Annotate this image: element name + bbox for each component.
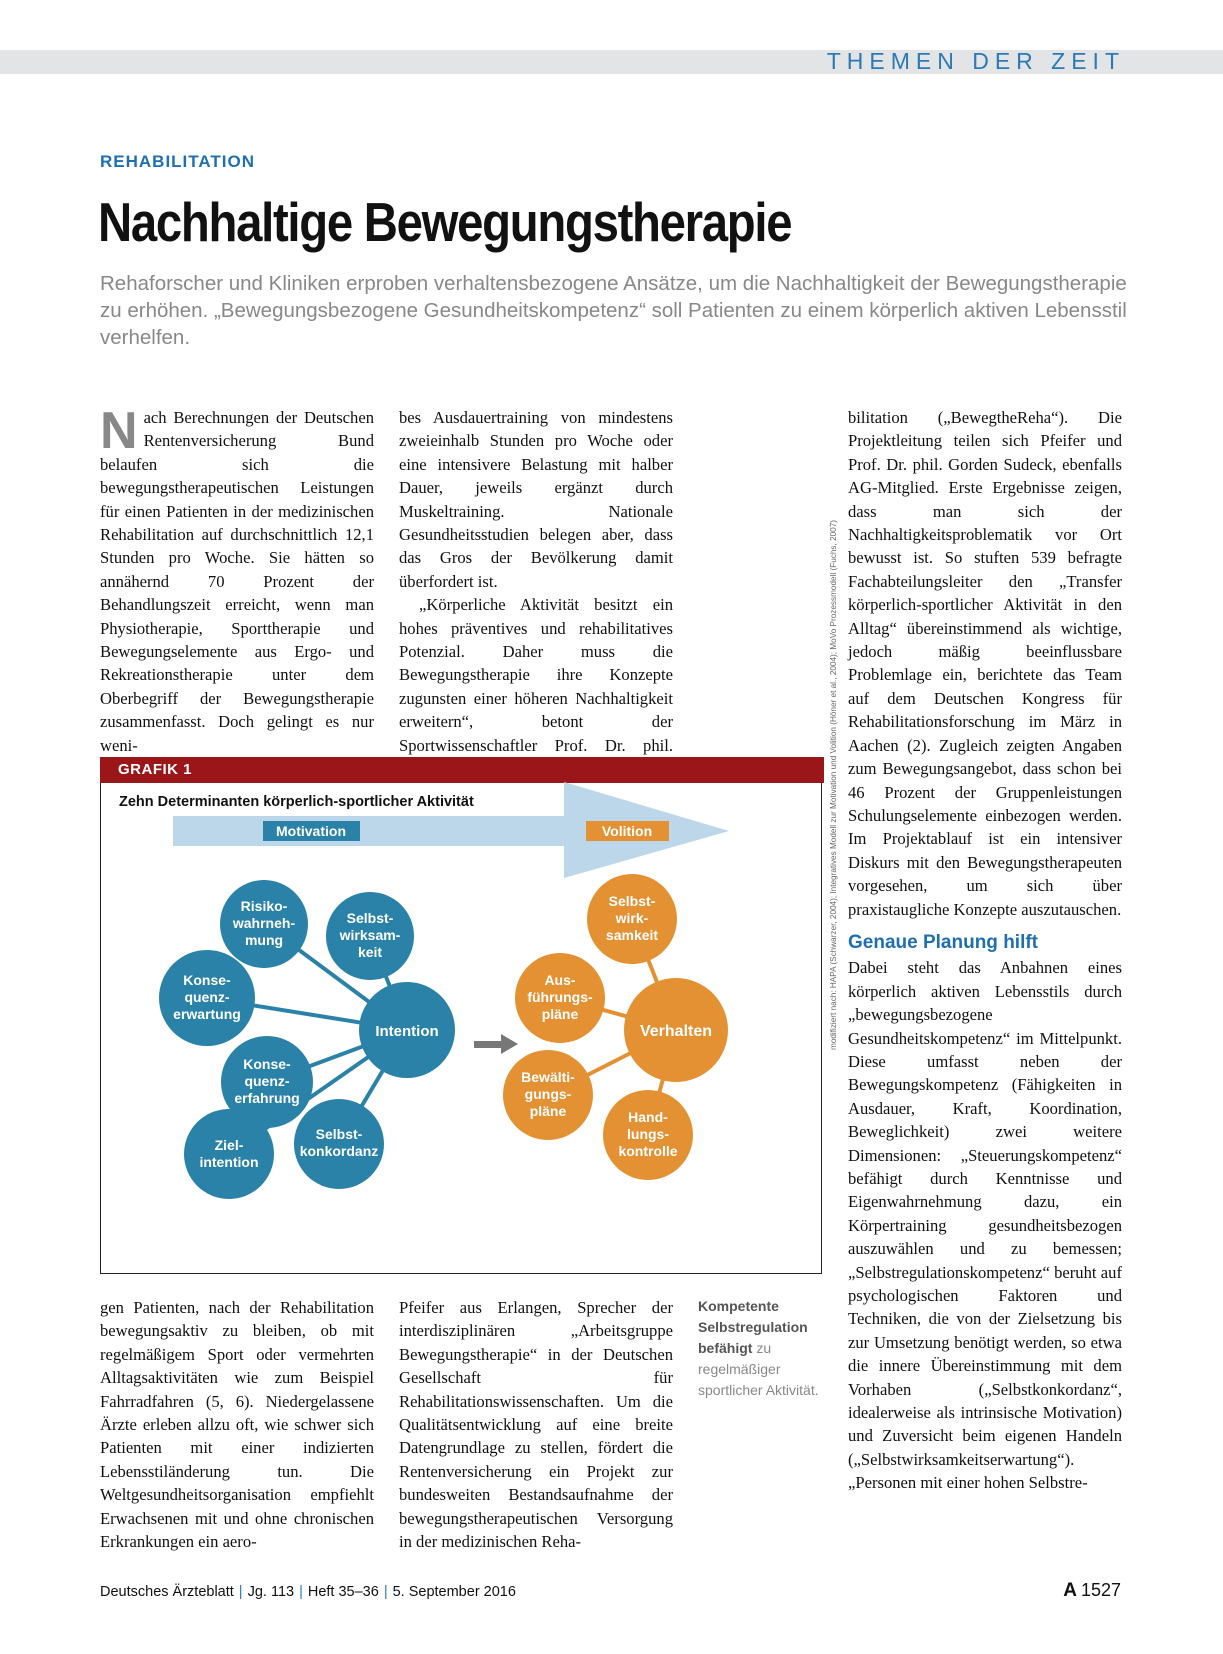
article-kicker: REHABILITATION: [100, 152, 256, 171]
footer-separator: |: [383, 1584, 388, 1600]
footer-journal: Deutsches Ärzteblatt: [100, 1584, 234, 1600]
page-number-value: 1527: [1080, 1580, 1121, 1600]
paragraph: bes Ausdauertraining von mindestens zweieinhalb Stunden pro Woche oder eine intensivere Belastung mit halber Dauer, jeweils ergänzt durch Muskeltraining. Nationale Gesundheitsstudien belegen aber, dass das Gros der Bevölkerung damit überfordert ist.: [399, 408, 673, 591]
footer-issue: Heft 35–36: [307, 1584, 379, 1600]
phase-label-volition: Volition: [601, 823, 653, 839]
column-3: [848, 406, 1122, 1495]
column-2-top: [399, 406, 673, 781]
caption-text: zu regelmäßiger sportlicher Aktivität.: [698, 1340, 819, 1398]
column-1-bottom: [100, 1296, 374, 1553]
article-lead: Rehaforscher und Kliniken erproben verhaltensbezogene Ansätze, um die Nachhaltigkeit der Bewegungstherapie zu erhöhen. „Bewegungsbezogene Gesundheitskompetenz“ soll Patienten zu einem körperlich aktiven Lebensstil verhelfen.: [100, 272, 1127, 349]
caption-bold: Kompetente Selbstregulation befähigt: [698, 1298, 808, 1356]
transfer-arrow: [474, 1034, 518, 1054]
column-1-top: [100, 402, 374, 757]
page-number: [1063, 1580, 1121, 1602]
node-label: Konse-quenz-erwartung: [173, 972, 241, 1022]
motivation-volition-diagram: [101, 758, 823, 1275]
drop-cap: N: [100, 402, 138, 460]
node-label: Risiko-wahrneh-mung: [232, 898, 296, 948]
figure-caption: [698, 1296, 828, 1401]
paragraph: [100, 402, 374, 757]
section-label: THEMEN DER ZEIT: [826, 48, 1125, 74]
node-label: Verhalten: [639, 1023, 713, 1040]
paragraph-text: ach Berechnungen der Deutschen Rentenversicherung Bund belaufen sich die bewegungstherapeutischen Leistungen für einen Patienten in der medizinischen Rehabilitation auf durchschnittlich 12,1 Stunden pro Woche. Sie hätten so annähernd 70 Prozent der Behandlungszeit erreicht, wenn man Physiotherapie, Sporttherapie und Bewegungselemente aus Ergo- und Rekreationstherapie unter dem Oberbegriff der Bewegungstherapie zusammenfasst. Doch gelingt es nur weni-: [100, 408, 374, 755]
figure-credit: modifiziert nach: HAPA (Schwarzer, 2004); Integratives Modell zur Motivation und Volition (Höner et al., 2004); MoVo Prozessmodell (Fuchs, 2007): [829, 519, 838, 1050]
node-label: Hand-lungs-kontrolle: [618, 1109, 678, 1159]
node-label: Aus-führungs-pläne: [527, 972, 593, 1022]
node-label: Selbst-wirk-samkeit: [605, 893, 659, 943]
paragraph: Dabei steht das Anbahnen eines körperlich aktiven Lebensstils durch „bewegungsbezogene Gesundheitskompetenz“ im Mittelpunkt. Diese umfasst neben der Bewegungskompetenz (Fähigkeiten in Ausdauer, Kraft, Koordination, Beweglichkeit) zwei weitere Dimensionen: „Steuerungskompetenz“ befähigt durch Kenntnisse und Eigenwahrnehmung dazu, ein Körpertraining gesundheitsbezogen auszuwählen und zu bemessen; „Selbstregulationskompetenz“ beruht auf psychologischen Faktoren und Techniken, die von der Zielsetzung bis zur Umsetzung benötigt werden, so etwa die innere Übereinstimmung mit dem Vorhaben („Selbstkonkordanz“, idealerweise als intrinsische Motivation) und Zuversicht beim eigenen Handeln („Selbstwirksamkeitserwartung“). „Personen mit einer hohen Selbstre-: [848, 958, 1122, 1493]
footer-date: 5. September 2016: [392, 1584, 516, 1600]
paragraph: „Körperliche Aktivität besitzt ein hohes präventives und rehabilitatives Potenzial. Daher muss die Bewegungstherapie ihre Konzepte zugunsten einer höheren Nachhaltigkeit erweitern“, betont der Sportwissenschaftler Prof. Dr. phil.: [399, 595, 673, 755]
node-label: Selbst-konkordanz: [299, 1126, 379, 1159]
subheading: Genaue Planung hilft: [848, 931, 1039, 953]
footer-volume: Jg. 113: [247, 1584, 295, 1600]
article-title: Nachhaltige Bewegungstherapie: [98, 191, 792, 253]
node-label: Bewälti-gungs-pläne: [521, 1069, 575, 1119]
node-label: Ziel-intention: [199, 1137, 259, 1170]
node-label: Intention: [375, 1023, 439, 1040]
footer-separator: |: [299, 1584, 303, 1600]
phase-label-motivation: Motivation: [276, 823, 346, 839]
node-label: Konse-quenz-erfahrung: [234, 1056, 300, 1106]
footer-citation: [100, 1584, 516, 1600]
paragraph: Pfeifer aus Erlangen, Sprecher der interdisziplinären „Arbeitsgruppe Bewegungstherapie“ in der Deutschen Gesellschaft für Rehabilitationswissenschaften. Um die Qualitätsentwicklung auf eine breite Datengrundlage zu stellen, fördert die Rentenversicherung ein Projekt zur bundesweiten Bestandsaufnahme der bewegungstherapeutischen Versorgung in der medizinischen Reha-: [399, 1298, 673, 1552]
paragraph: bilitation („BewegtheReha“). Die Projektleitung teilen sich Pfeifer und Prof. Dr. phil. Gorden Sudeck, ebenfalls AG-Mitglied. Erste Ergebnisse zeigen, dass man sich der Nachhaltigkeitsproblematik vor Ort bewusst ist. So stuften 539 befragte Fachabteilungsleiter den „Transfer körperlich-sportlicher Aktivität in den Alltag“ übereinstimmend als wichtige, jedoch mäßig beeinflussbare Problemlage ein, berichtete das Team auf dem Deutschen Kongress für Rehabilitationsforschung im März in Aachen (2). Zugleich zeigten Angaben zum Bewegungsangebot, dass schon bei 46 Prozent der Gruppenleistungen Schulungselemente einbezogen werden. Im Projektablauf ist ein intensiver Diskurs mit den Bewegungstherapeuten vorgesehen, um sich über praxistaugliche Konzepte auszutauschen.: [848, 408, 1122, 919]
page-prefix: A: [1063, 1580, 1077, 1601]
transfer-arrow-head: [501, 1034, 518, 1054]
figure-title: Zehn Determinanten körperlich-sportlicher Aktivität: [119, 794, 474, 810]
transfer-arrow-shaft: [474, 1041, 504, 1048]
paragraph: gen Patienten, nach der Rehabilitation bewegungsaktiv zu bleiben, ob mit regelmäßigem Sport oder vermehrten Alltagsaktivitäten wie zum Beispiel Fahrradfahren (5, 6). Niedergelassene Ärzte erleben allzu oft, wie schwer sich Patienten mit einer indizierten Lebensstiländerung tun. Die Weltgesundheitsorganisation empfiehlt Erwachsenen mit und ohne chronischen Erkrankungen ein aero-: [100, 1298, 374, 1552]
column-2-bottom: [399, 1296, 673, 1553]
figure-grafik-1: [100, 757, 822, 1274]
footer-separator: |: [238, 1584, 243, 1600]
figure-label: GRAFIK 1: [118, 761, 193, 778]
node-label: Selbst-wirksam-keit: [339, 910, 401, 960]
